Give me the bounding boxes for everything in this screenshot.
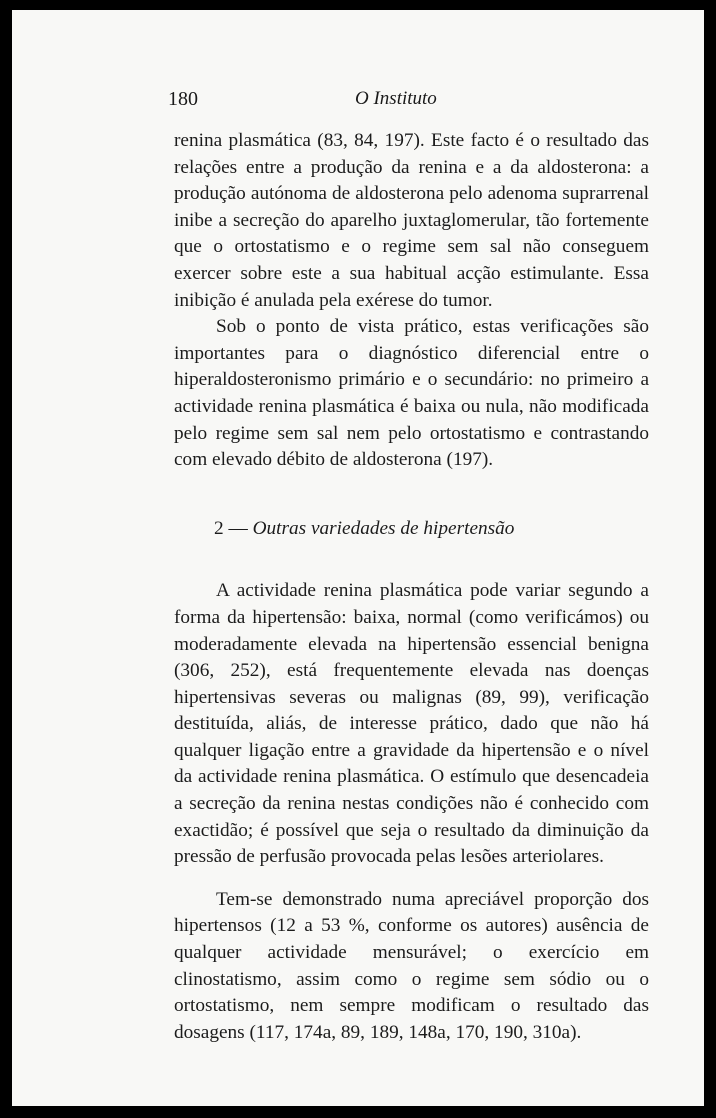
paragraph-practical: Sob o ponto de vista prático, estas verificações são importantes para o diagnóstico diferencial entre o hiperaldosteronismo primário e o secundário: no primeiro a actividade renina plasmática é baixa ou nula, não modificada pelo regime sem sal nem pelo ortostatismo e contrastando com elevado débito de aldosterona (197). [174, 316, 649, 471]
page-header [12, 88, 704, 114]
paragraph-renin-activity: A actividade renina plasmática pode variar segundo a forma da hipertensão: baixa, normal (como verificámos) ou moderadamente elevada na hipertensão essencial benigna (306, 252), está frequentemente elevada nas doenças hipertensivas severas ou malignas (89, 99), verificação destituída, aliás, de interesse prático, dado que não há qualquer ligação entre a gravidade da hipertensão e o nível da actividade renina plasmática. O estímulo que desencadeia a secreção da renina nestas condições não é conhecido com exactidão; é possível que seja o resultado da diminuição da pressão de perfusão provocada pelas lesões arteriolares. [174, 580, 649, 868]
page-body [174, 128, 649, 1046]
paragraph-continued: renina plasmática (83, 84, 197). Este facto é o resultado das relações entre a produção da renina e a da aldosterona: a produção autónoma de aldosterona pelo adenoma suprarrenal inibe a secreção do aparelho juxtaglomerular, tão fortemente que o ortostatismo e o regime sem sal não conseguem exercer sobre este a sua habitual acção estimulante. Essa inibição é anulada pela exérese do tumor. [174, 130, 649, 311]
section-number: 2 — [214, 517, 253, 539]
section-heading [174, 516, 649, 543]
page-number: 180 [168, 88, 198, 110]
book-page [12, 10, 704, 1106]
paragraph-hypertensives: Tem-se demonstrado numa apreciável proporção dos hipertensos (12 a 53 %, conforme os autores) ausência de qualquer actividade mensurável; o exercício em clinostatismo, assim como o regime sem sódio ou o ortostatismo, nem sempre modificam o resultado das dosagens (117, 174a, 89, 189, 148a, 170, 190, 310a). [174, 888, 649, 1043]
running-title: O Instituto [355, 88, 437, 109]
section-title: Outras variedades de hipertensão [252, 517, 515, 539]
